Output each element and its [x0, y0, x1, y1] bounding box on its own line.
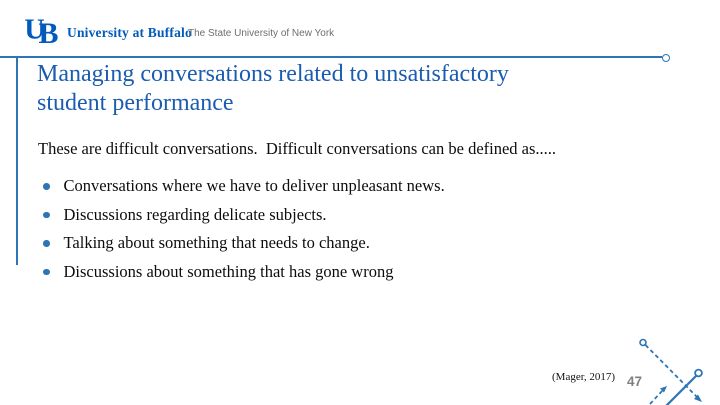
list-item [41, 262, 641, 282]
bullet-text: Discussions about something that has gone wrong [63, 261, 394, 281]
list-item [41, 205, 641, 225]
intro-text: These are difficult conversations. Difficult conversations can be defined as..... [38, 139, 557, 158]
slide-title [37, 60, 637, 118]
left-accent-rule [16, 57, 18, 265]
dashed-cross-decoration-icon [620, 330, 720, 405]
bullet-text: Talking about something that needs to change. [63, 233, 370, 252]
university-wordmark: University at Buffalo [67, 25, 192, 40]
bullet-list [41, 176, 641, 290]
page-number: 47 [627, 374, 643, 389]
bullet-dot-icon [43, 269, 50, 276]
bullet-dot-icon [43, 183, 50, 190]
ub-logo-letter-b: B [38, 17, 59, 45]
bullet-text: Discussions regarding delicate subjects. [63, 204, 327, 224]
header-rule [0, 56, 662, 58]
slide-title-line1: Managing conversations related to unsatisfactory [37, 61, 509, 87]
bullet-text: Conversations where we have to deliver unpleasant news. [63, 176, 445, 195]
bullet-dot-icon [43, 240, 50, 247]
slide-title-line2: student performance [37, 90, 234, 116]
bullet-dot-icon [43, 212, 50, 219]
university-tagline: The State University of New York [188, 28, 335, 39]
citation: (Mager, 2017) [552, 371, 616, 383]
list-item [41, 233, 641, 253]
ub-logo-icon [24, 15, 66, 45]
list-item [41, 176, 641, 196]
ub-logo-letter-u: U [24, 15, 45, 45]
rule-endpoint-circle-icon [662, 54, 670, 62]
